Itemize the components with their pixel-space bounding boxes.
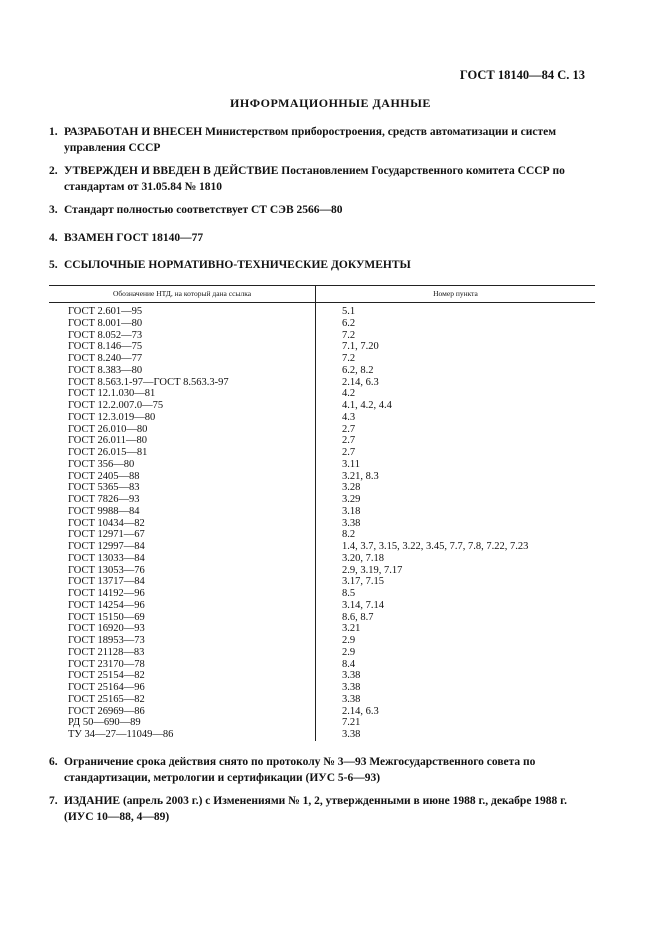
table-cell-document: ГОСТ 18953—73 (68, 635, 145, 646)
section-1 (49, 124, 595, 156)
table-cell-document: ГОСТ 21128—83 (68, 646, 145, 658)
section-number: 7. (49, 795, 58, 807)
table-cell-document: ГОСТ 8.001—80 (68, 317, 143, 329)
section-5 (49, 257, 595, 273)
table-cell-clause: 3.29 (342, 494, 361, 505)
table-cell-document: ГОСТ 5365—83 (68, 482, 140, 494)
table-cell-clause: 3.11 (342, 458, 360, 470)
table-cell-document: ГОСТ 12.1.030—81 (68, 388, 156, 400)
table-cell-document: ГОСТ 13053—76 (68, 564, 145, 576)
document-column (49, 303, 316, 741)
table-cell-document: ГОСТ 7826—93 (68, 494, 140, 505)
section-text: ССЫЛОЧНЫЕ НОРМАТИВНО-ТЕХНИЧЕСКИЕ ДОКУМЕНТЫ (64, 259, 411, 271)
table-cell-document: ГОСТ 26.010—80 (68, 423, 148, 435)
table-cell-clause: 2.9 (342, 646, 356, 658)
table-cell-document: ГОСТ 23170—78 (68, 658, 145, 670)
section-number: 3. (49, 204, 58, 216)
section-3 (49, 202, 595, 218)
table-cell-document: ГОСТ 13033—84 (68, 552, 145, 564)
table-cell-document: ГОСТ 2405—88 (68, 470, 140, 482)
table-cell-document: РД 50—690—89 (68, 717, 141, 729)
table-cell-document: ГОСТ 8.146—75 (68, 341, 143, 353)
column-header-clause: Номер пункта (433, 289, 478, 298)
page-title: ИНФОРМАЦИОННЫЕ ДАННЫЕ (230, 96, 431, 110)
table-cell-clause: 4.2 (342, 388, 356, 400)
table-cell-document: ГОСТ 26.011—80 (68, 435, 148, 447)
page-header: ГОСТ 18140—84 С. 13 (459, 68, 585, 82)
table-cell-document: ГОСТ 15150—69 (68, 611, 145, 623)
table-cell-document: ГОСТ 8.383—80 (68, 364, 143, 376)
table-cell-document: ГОСТ 25165—82 (68, 693, 145, 705)
table-cell-document: ГОСТ 16920—93 (68, 623, 145, 635)
table-cell-document: ГОСТ 10434—82 (68, 517, 145, 529)
table-cell-document: ГОСТ 13717—84 (68, 576, 145, 588)
table-cell-clause: 7.2 (342, 353, 356, 364)
table-cell-document: ГОСТ 12.2.007.0—75 (68, 400, 164, 411)
table-cell-document: ГОСТ 12971—67 (68, 529, 145, 541)
table-cell-clause: 3.38 (342, 670, 361, 682)
table-cell-document: ГОСТ 12.3.019—80 (68, 411, 156, 423)
table-cell-clause: 3.21 (342, 623, 361, 635)
section-text: Ограничение срока действия снято по протоколу № 3—93 Межгосударственного совета по стандартизации, метрологии и сертификации (ИУС 5-6—93) (64, 756, 536, 784)
table-cell-clause: 2.7 (342, 435, 356, 447)
references-table (49, 285, 595, 741)
section-text: РАЗРАБОТАН И ВНЕСЕН Министерством приборостроения, средств автоматизации и систем управления СССР (64, 126, 557, 154)
section-text: УТВЕРЖДЕН И ВВЕДЕН В ДЕЙСТВИЕ Постановлением Государственного комитета СССР по стандартам от 31.05.84 № 1810 (64, 165, 565, 193)
table-cell-clause: 2.7 (342, 423, 356, 435)
section-7 (49, 793, 595, 825)
table-cell-clause: 3.38 (342, 682, 361, 693)
table-cell-clause: 8.5 (342, 588, 356, 599)
clause-column (316, 303, 595, 741)
section-text: ИЗДАНИЕ (апрель 2003 г.) с Изменениями № 1, 2, утвержденными в июне 1988 г., декабре 1988 г. (ИУС 10—88, 4—89) (64, 795, 567, 823)
table-cell-clause: 4.3 (342, 411, 356, 423)
table-cell-clause: 3.38 (342, 729, 361, 740)
section-2 (49, 163, 595, 195)
table-cell-clause: 1.4, 3.7, 3.15, 3.22, 3.45, 7.7, 7.8, 7.22, 7.23 (342, 541, 529, 552)
table-cell-document: ГОСТ 8.563.1-97—ГОСТ 8.563.3-97 (68, 376, 229, 388)
table-cell-document: ГОСТ 8.052—73 (68, 329, 143, 341)
table-cell-clause: 6.2, 8.2 (342, 364, 374, 376)
table-cell-document: ГОСТ 356—80 (68, 458, 135, 470)
table-cell-document: ГОСТ 25154—82 (68, 670, 145, 682)
table-cell-clause: 7.2 (342, 329, 356, 341)
table-cell-clause: 6.2 (342, 317, 356, 329)
table-cell-clause: 2.14, 6.3 (342, 376, 379, 388)
table-cell-document: ГОСТ 26.015—81 (68, 447, 148, 458)
column-header-document: Обозначение НТД, на который дана ссылка (49, 286, 316, 302)
section-number: 4. (49, 232, 58, 244)
section-text: ВЗАМЕН ГОСТ 18140—77 (64, 232, 204, 244)
section-number: 1. (49, 126, 58, 138)
section-4 (49, 230, 595, 246)
table-cell-clause: 7.1, 7.20 (342, 341, 379, 353)
table-cell-clause: 7.21 (342, 717, 361, 729)
table-cell-clause: 2.9, 3.19, 7.17 (342, 564, 403, 576)
table-cell-clause: 2.7 (342, 447, 356, 458)
table-body (49, 303, 595, 741)
table-cell-clause: 3.14, 7.14 (342, 599, 384, 611)
table-cell-clause: 3.21, 8.3 (342, 470, 379, 482)
section-number: 2. (49, 165, 58, 177)
table-cell-clause: 3.38 (342, 517, 361, 529)
table-cell-document: ГОСТ 14192—96 (68, 588, 145, 599)
section-6 (49, 754, 595, 786)
table-cell-clause: 3.17, 7.15 (342, 576, 384, 588)
table-cell-clause: 2.14, 6.3 (342, 705, 379, 717)
table-cell-clause: 3.38 (342, 693, 361, 705)
table-cell-document: ГОСТ 14254—96 (68, 599, 145, 611)
table-cell-document: ГОСТ 25164—96 (68, 682, 145, 693)
table-cell-clause: 8.4 (342, 658, 356, 670)
table-cell-clause: 5.1 (342, 306, 356, 317)
table-cell-clause: 3.20, 7.18 (342, 552, 384, 564)
table-cell-clause: 3.28 (342, 482, 361, 494)
table-cell-clause: 3.18 (342, 505, 361, 517)
table-cell-clause: 2.9 (342, 635, 356, 646)
table-cell-clause: 4.1, 4.2, 4.4 (342, 400, 392, 411)
section-text: Стандарт полностью соответствует СТ СЭВ 2566—80 (64, 204, 343, 216)
table-header (49, 285, 595, 303)
table-cell-document: ГОСТ 2.601—95 (68, 306, 143, 317)
table-cell-document: ГОСТ 26969—86 (68, 705, 145, 717)
table-cell-document: ТУ 34—27—11049—86 (68, 729, 174, 740)
table-cell-document: ГОСТ 9988—84 (68, 505, 140, 517)
section-number: 5. (49, 259, 58, 271)
table-cell-clause: 8.2 (342, 529, 356, 541)
table-cell-clause: 8.6, 8.7 (342, 611, 374, 623)
table-cell-document: ГОСТ 8.240—77 (68, 353, 143, 364)
table-cell-document: ГОСТ 12997—84 (68, 541, 145, 552)
section-number: 6. (49, 756, 58, 768)
